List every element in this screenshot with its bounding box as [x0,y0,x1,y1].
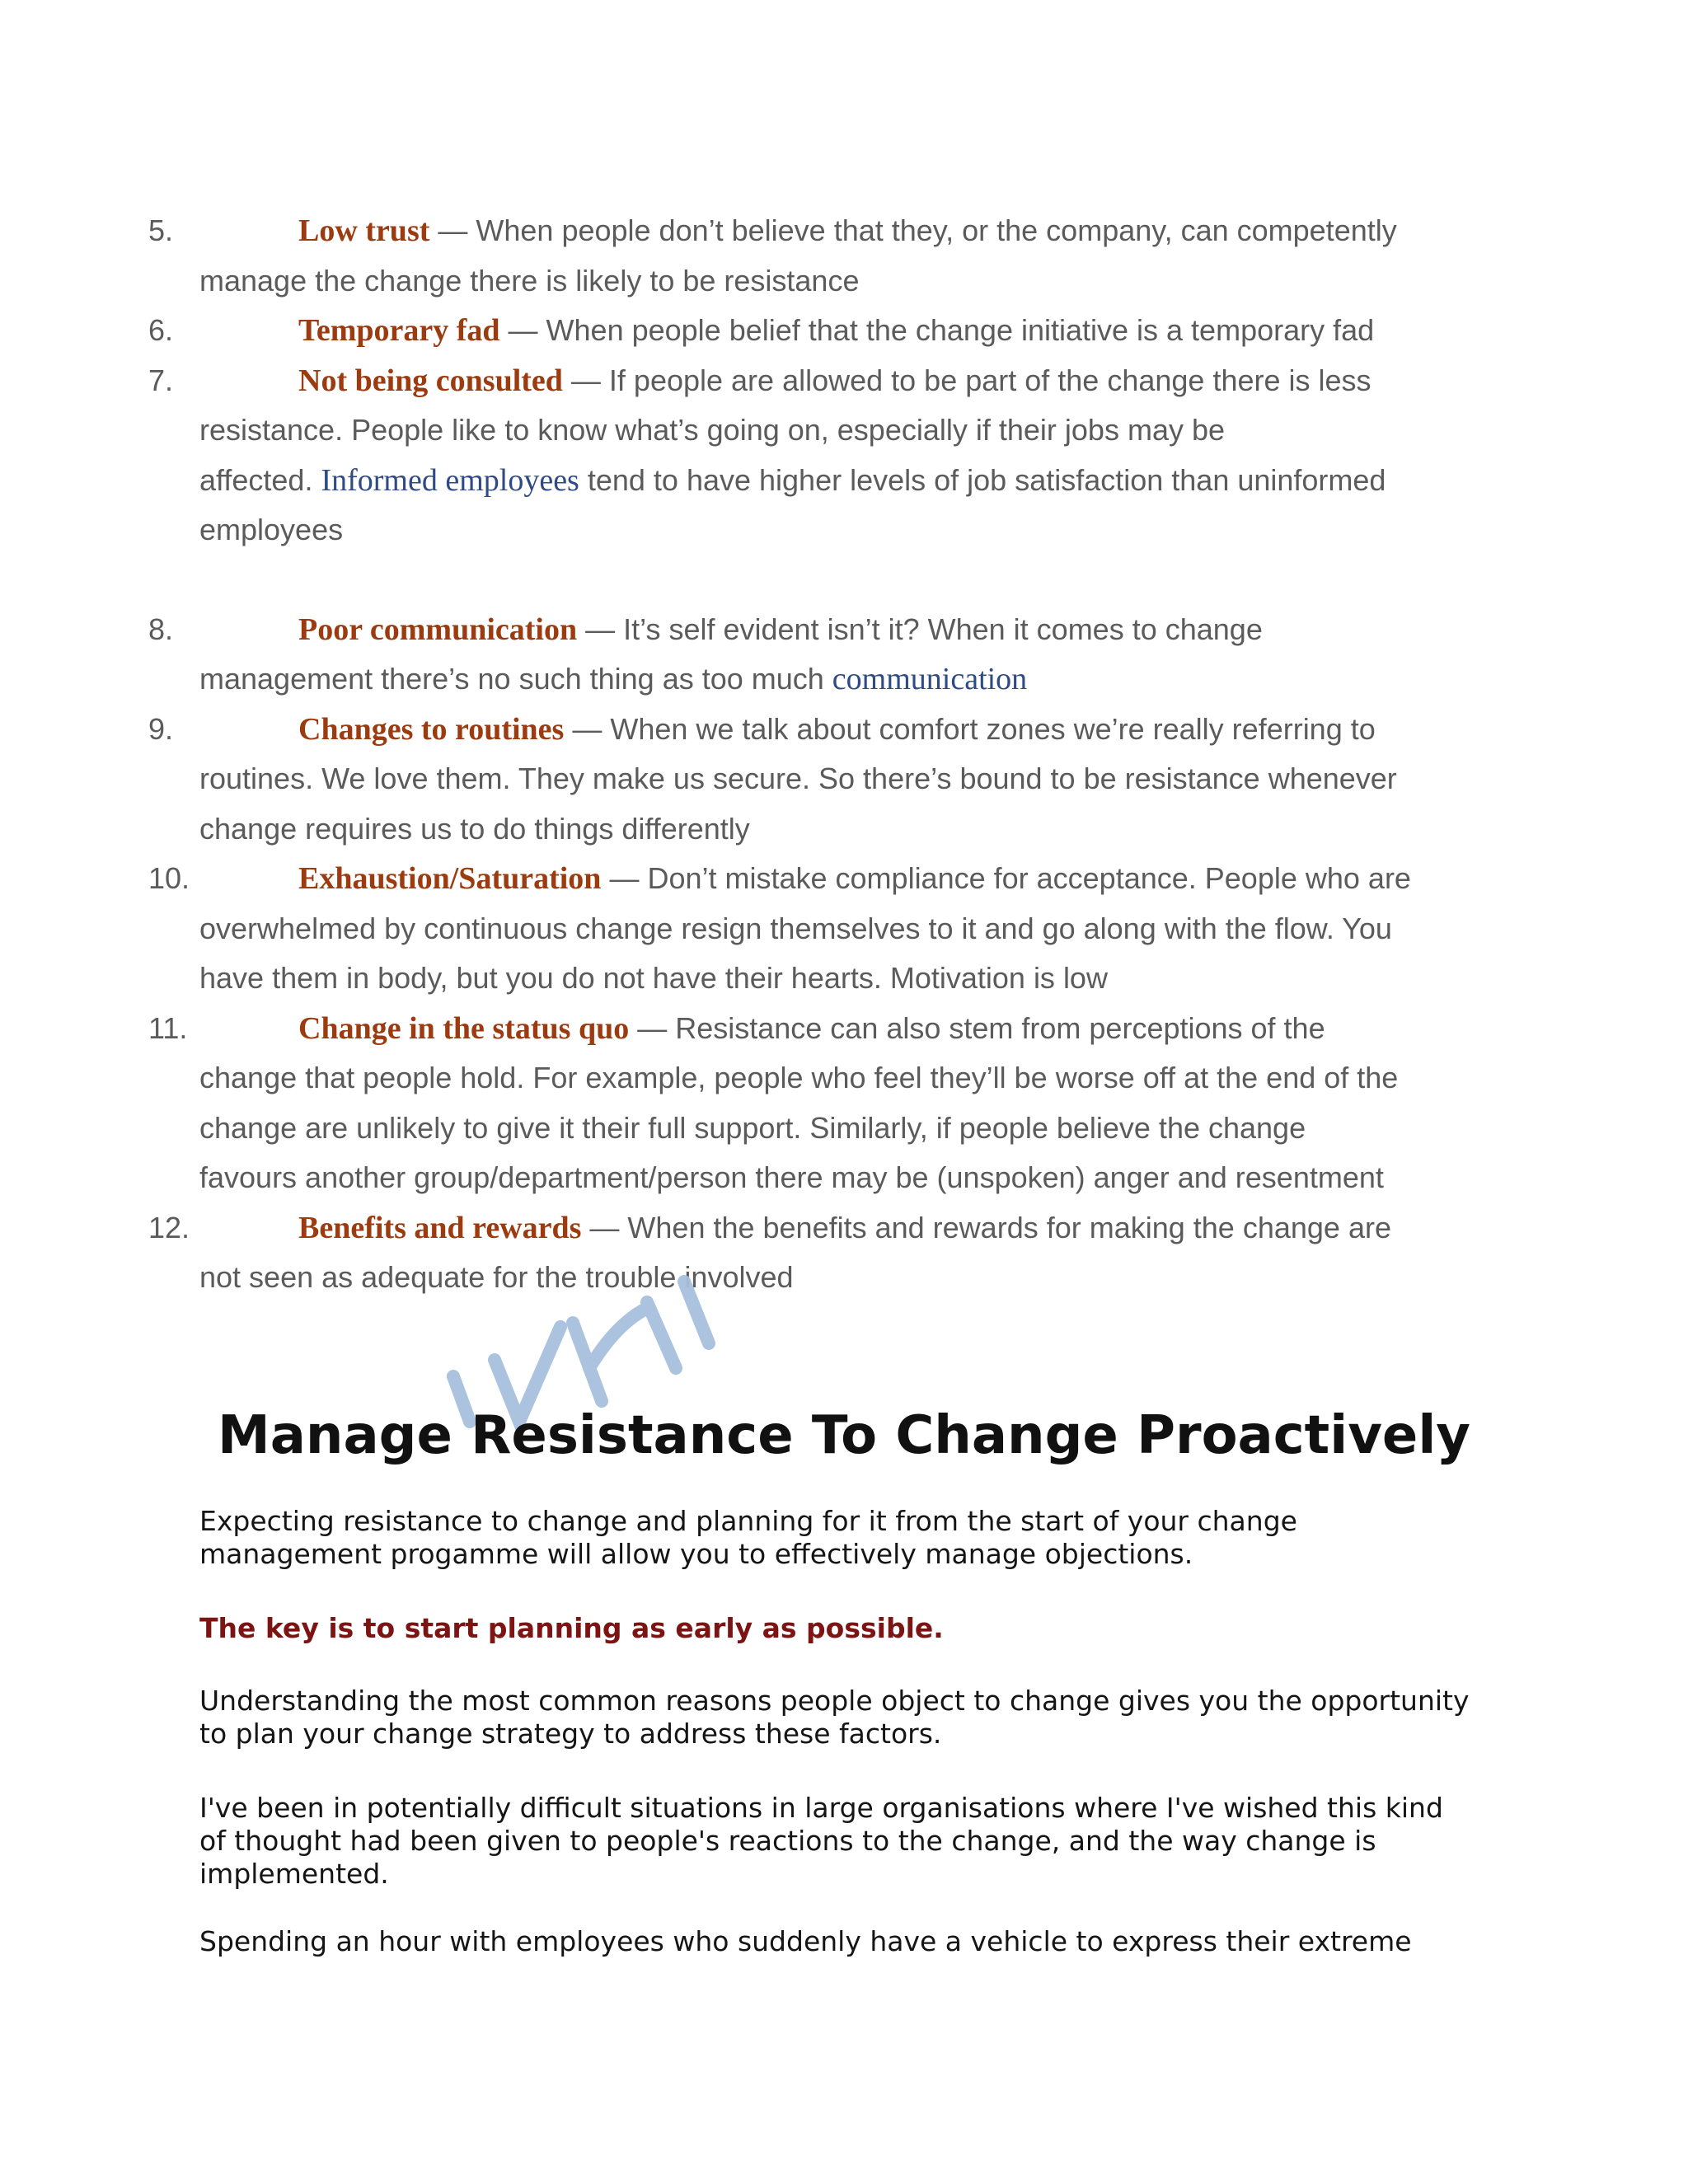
list-item [148,306,1500,356]
item-text: resistance. People like to know what’s going on, especially if their jobs may be [199,413,1226,447]
item-term: Changes to routines [298,711,565,747]
item-text: have them in body, but you do not have their hearts. Motivation is low [199,961,1108,995]
item-text: — When people belief that the change initiative is a temporary fad [499,313,1375,347]
item-term: Temporary fad [298,313,500,348]
paragraph-3 [199,1792,1518,1891]
paragraph-line: I've been in potentially difficult situations in large organisations where I've wished this kind [199,1792,1443,1824]
item-text: manage the change there is likely to be resistance [199,263,860,298]
item-term: Exhaustion/Saturation [298,861,602,896]
paragraph-line: implemented. [199,1858,389,1890]
item-text: routines. We love them. They make us secure. So there’s bound to be resistance whenever [199,762,1397,795]
item-term: Poor communication [298,612,578,647]
item-text: — It’s self evident isn’t it? When it comes to change [577,612,1263,646]
paragraph-1 [199,1505,1518,1571]
item-text: — If people are allowed to be part of the change there is less [562,363,1372,397]
paragraph-4 [199,1925,1518,1958]
item-text: favours another group/department/person there may be (unspoken) anger and resentment [199,1160,1384,1194]
list-item [148,705,1500,855]
item-number: 10. [148,861,190,895]
item-text: management there’s no such thing as too much [199,662,832,696]
paragraph-line: of thought had been given to people's reactions to the change, and the way change is [199,1825,1376,1857]
item-text [148,654,1500,705]
paragraph-line: Understanding the most common reasons people object to change gives you the opportunity [199,1685,1470,1717]
paragraph-line: Spending an hour with employees who suddenly have a vehicle to express their extreme [199,1925,1412,1957]
item-number: 9. [148,711,174,746]
item-text: — When the benefits and rewards for making the change are [581,1210,1391,1244]
item-text: change requires us to do things differently [199,811,750,846]
paragraph-line: management progamme will allow you to effectively manage objections. [199,1538,1193,1570]
section-title: Manage Resistance To Change Proactively [218,1405,1470,1466]
spacer [148,555,1500,605]
item-text [148,456,1500,506]
list-item [148,1203,1500,1303]
paragraph-2 [199,1685,1518,1750]
item-number: 7. [148,363,174,397]
item-text: overwhelmed by continuous change resign themselves to it and go along with the flow. You [199,911,1392,945]
item-number: 6. [148,313,174,347]
key-statement: The key is to start planning as early as possible. [199,1612,944,1644]
item-text: employees [199,513,344,546]
list-item [148,356,1500,555]
item-text: — When people don’t believe that they, or the company, can competently [429,213,1397,247]
item-text: change are unlikely to give it their full support. Similarly, if people believe the change [199,1110,1306,1145]
informed-employees-link[interactable]: Informed employees [321,462,579,498]
list-item [148,854,1500,1004]
item-text: — When we talk about comfort zones we’re really referring to [564,711,1376,746]
item-term: Low trust [298,213,430,248]
item-text: affected. [199,462,321,497]
item-term: Not being consulted [298,363,563,398]
item-text: not seen as adequate for the trouble involved [199,1260,794,1294]
item-text: tend to have higher levels of job satisfaction than uninformed [579,462,1386,497]
list-item [148,605,1500,705]
numbered-list [148,206,1500,1303]
item-number: 11. [148,1010,188,1045]
item-number: 12. [148,1210,190,1244]
item-text: — Don’t mistake compliance for acceptance. People who are [601,861,1411,895]
item-number: 8. [148,612,174,646]
list-item [148,206,1500,306]
item-text: change that people hold. For example, people who feel they’ll be worse off at the end of the [199,1061,1399,1094]
item-term: Change in the status quo [298,1010,630,1046]
paragraph-line: Expecting resistance to change and planning for it from the start of your change [199,1505,1297,1537]
list-item [148,1004,1500,1203]
communication-link[interactable]: communication [832,662,1028,696]
item-number: 5. [148,213,174,247]
paragraph-line: to plan your change strategy to address these factors. [199,1718,942,1750]
item-text: — Resistance can also stem from perceptions of the [629,1010,1325,1045]
item-term: Benefits and rewards [298,1210,582,1245]
